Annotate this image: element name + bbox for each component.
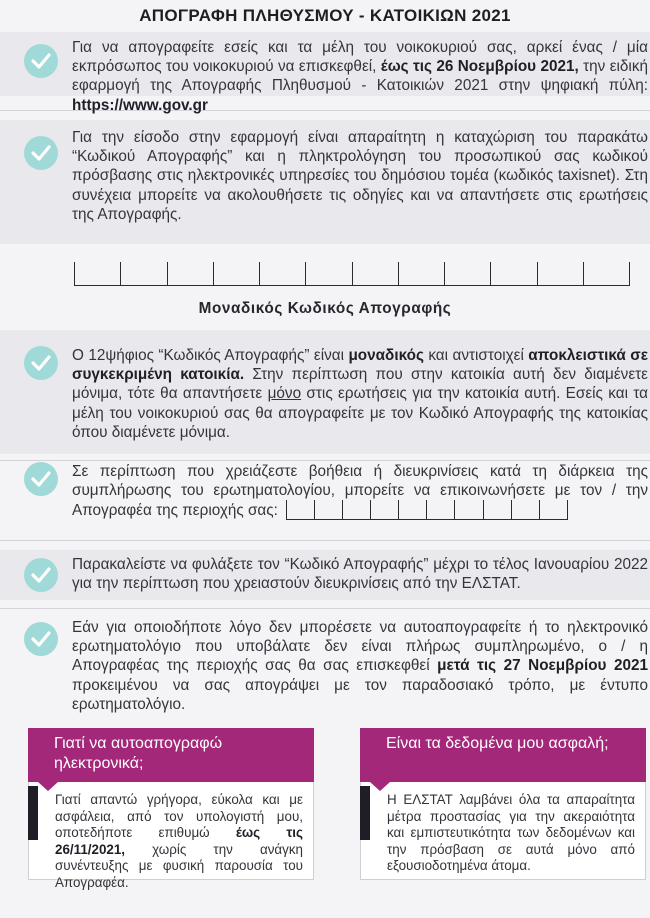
paragraph-keep-code [72, 555, 648, 593]
card-why-online-body [28, 782, 314, 890]
p2-text: Για την είσοδο στην εφαρμογή είναι απαραίτητη η καταχώριση του παρακάτω “Κωδικού Απογραφής” και η πληκτρολόγηση του προσωπικού σας κωδικού πρόσβασης στις ηλεκτρονικές υπηρεσίες του δημόσιου τομέα (κωδικός taxisnet). Στη συνέχεια μπορείτε να ακολουθήσετε τις οδηγίες και να απαντήσετε στις ερωτήσεις της Απογραφής. [72, 129, 648, 223]
p3-bold2: αποκλειστικά σε συγκεκριμένη κατοικία. [72, 347, 648, 384]
p6-text2: προκειμένου να σας απογράψει με τον παραδοσιακό τρόπο, με έντυπο ερωτηματολόγιο. [72, 676, 648, 713]
paragraph-unique-code [72, 346, 648, 442]
paragraph-online-census [72, 38, 648, 115]
divider [0, 460, 650, 461]
card1-text2: χωρίς την ανάγκη συνέντευξης με φυσική παρουσία του Απογραφέα. [55, 841, 303, 890]
census-code-baseline [74, 285, 630, 286]
check-circle-icon [24, 558, 58, 592]
census-code-field[interactable] [74, 262, 630, 286]
p1-text: Για να απογραφείτε εσείς και τα μέλη του νοικοκυριού σας, αρκεί ένας / μία εκπρόσωπος του νοικοκυριού να επισκεφθεί, [72, 39, 648, 76]
p3-text: Ο 12ψήφιος “Κωδικός Απογραφής” είναι [72, 347, 349, 364]
p3-bold1: μοναδικός [348, 347, 424, 364]
check-circle-icon [24, 136, 58, 170]
card-data-safe-heading: Είναι τα δεδομένα μου ασφαλή; [360, 728, 646, 782]
card2-text: Η ΕΛΣΤΑΤ λαμβάνει όλα τα απαραίτητα μέτρα προστασίας για την ακεραιότητα και εμπιστευτικότητα των δεδομένων και την πρόσβαση σε αυτά μόνο από εξουσιοδοτημένα άτομα. [387, 792, 635, 874]
page-title: ΑΠΟΓΡΑΦΗ ΠΛΗΘΥΣΜΟΥ - ΚΑΤΟΙΚΙΩΝ 2021 [139, 6, 511, 25]
paragraph-help [72, 462, 648, 520]
enumerator-phone-field[interactable] [286, 500, 568, 520]
p3-text4: στις ερωτήσεις για την κατοικία αυτή. Εσείς και τα μέλη του νοικοκυριού σας θα απογραφείτε με τον Κωδικό Απογραφής της κατοικίας όπου διαμένετε μόνιμα. [72, 385, 648, 441]
p6-text: Εάν για οποιοδήποτε λόγο δεν μπορέσετε να αυτοαπογραφείτε ή το ηλεκτρονικό ερωτηματολόγιο που υποβάλατε δεν είναι πλήρως συμπληρωμένο, ο / η Απογραφέας της περιοχής σας θα σας επισκεφθεί [72, 619, 648, 675]
card-why-online [28, 728, 314, 890]
paragraph-login [72, 128, 648, 224]
p5-text: Παρακαλείστε να φυλάξετε τον “Κωδικό Απογραφής” μέχρι το τέλος Ιανουαρίου 2022 για την περίπτωση που χρειαστούν διευκρινίσεις από την ΕΛΣΤΑΤ. [72, 556, 648, 593]
card1-bold: έως τις 26/11/2021, [55, 825, 303, 857]
p3-underline: μόνο [267, 385, 302, 403]
card1-text: Γιατί απαντώ γρήγορα, εύκολα και με ασφάλεια, από τον υπολογιστή μου, οποτεδήποτε επιθυμώ [55, 792, 303, 841]
divider [0, 608, 650, 609]
card-data-safe-body [360, 782, 646, 880]
p6-bold: μετά τις 27 Νοεμβρίου 2021 [437, 657, 648, 675]
p3-text2: και αντιστοιχεί [423, 347, 529, 364]
check-circle-icon [24, 346, 58, 380]
card-notch [38, 782, 58, 791]
card-accent-bar [28, 786, 38, 840]
card-why-online-heading: Γιατί να αυτοαπογραφώ ηλεκτρονικά; [28, 728, 314, 782]
check-circle-icon [24, 622, 58, 656]
p3-text3: Στην περίπτωση που στην κατοικία αυτή δεν διαμένετε μόνιμα, τότε θα απαντήσετε [72, 366, 649, 403]
census-code-label: Μοναδικός Κωδικός Απογραφής [198, 300, 452, 317]
card-data-safe [360, 728, 646, 880]
check-circle-icon [24, 44, 58, 78]
paragraph-enumerator-visit [72, 618, 648, 714]
card-accent-bar [360, 786, 370, 840]
p1-deadline: έως τις 26 Νοεμβρίου 2021, [380, 58, 579, 76]
card-notch [370, 782, 390, 791]
check-circle-icon [24, 462, 58, 496]
p1-text2: την ειδική εφαρμογή της Απογραφής Πληθυσμού - Κατοικιών 2021 στην ψηφιακή πύλη: [72, 58, 648, 95]
govgr-link[interactable]: https://www.gov.gr [72, 96, 208, 114]
p4-text: Σε περίπτωση που χρειάζεστε βοήθεια ή διευκρινίσεις κατά τη διάρκεια της συμπλήρωσης του ερωτηματολογίου, μπορείτε να επικοινωνήσετε με τον / την Απογραφέα της περιοχής σας: [72, 463, 648, 520]
divider [0, 540, 650, 541]
